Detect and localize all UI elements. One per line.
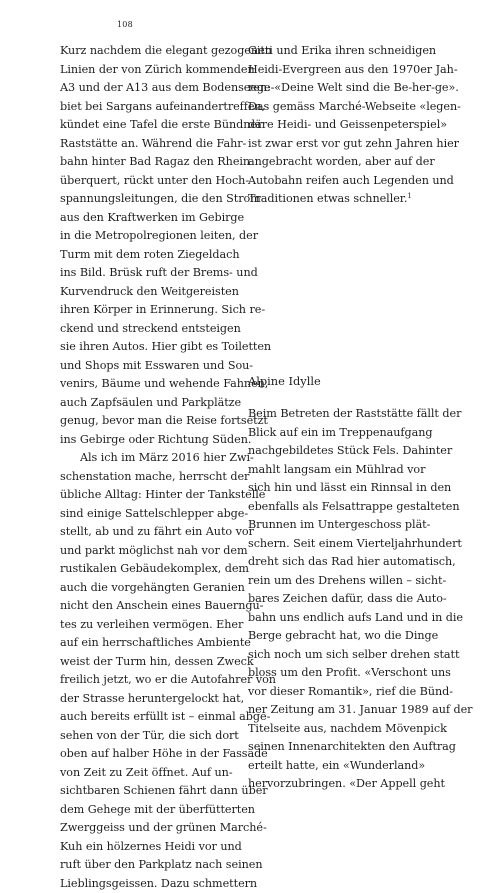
text-line: rustikalen Gebäudekomplex, dem xyxy=(60,560,238,579)
text-line: übliche Alltag: Hinter der Tankstelle xyxy=(60,486,238,505)
text-line: Traditionen etwas schneller.$^1$ xyxy=(248,190,438,209)
text-line: und Shops mit Esswaren und Sou- xyxy=(60,357,238,376)
text-line: Gitti und Erika ihren schneidigen xyxy=(248,42,438,61)
text-line: und parkt möglichst nah vor dem xyxy=(60,542,238,561)
text-line: stellt, ab und zu fährt ein Auto vor xyxy=(60,523,238,542)
text-line: bahn uns endlich aufs Land und in die xyxy=(248,609,438,628)
text-line: ren: «Deine Welt sind die Be-her-ge». xyxy=(248,79,438,98)
text-line: Autobahn reifen auch Legenden und xyxy=(248,172,438,191)
text-line: sie ihren Autos. Hier gibt es Toiletten xyxy=(60,338,238,357)
text-line: dreht sich das Rad hier automatisch, xyxy=(248,553,438,572)
text-line: ihren Körper in Erinnerung. Sich re- xyxy=(60,301,238,320)
text-line: nicht den Anschein eines Bauerngu- xyxy=(60,597,238,616)
text-line: auch bereits erfüllt ist – einmal abge- xyxy=(60,708,238,727)
text-line: weist der Turm hin, dessen Zweck xyxy=(60,653,238,672)
text-line: rein um des Drehens willen – sicht- xyxy=(248,572,438,591)
text-line: genug, bevor man die Reise fortsetzt xyxy=(60,412,238,431)
text-line: A3 und der A13 aus dem Bodenseege- xyxy=(60,79,238,98)
text-line: ner Zeitung am 31. Januar 1989 auf der xyxy=(248,701,438,720)
section-heading: Alpine Idylle xyxy=(248,372,321,390)
text-line: Lieblingsgeissen. Dazu schmettern xyxy=(60,875,238,893)
text-line: vor dieser Romantik», rief die Bünd- xyxy=(248,683,438,702)
text-line: sehen von der Tür, die sich dort xyxy=(60,727,238,746)
text-line: Zwerggeiss und der grünen Marché- xyxy=(60,819,238,838)
text-line: biet bei Sargans aufeinandertreffen, xyxy=(60,98,238,117)
text-line: angebracht worden, aber auf der xyxy=(248,153,438,172)
text-line: Turm mit dem roten Ziegeldach xyxy=(60,246,238,265)
text-line: hervorzubringen. «Der Appell geht xyxy=(248,775,438,794)
text-line: nachgebildetes Stück Fels. Dahinter xyxy=(248,442,438,461)
text-line: sich hin und lässt ein Rinnsal in den xyxy=(248,479,438,498)
text-line: der Strasse heruntergelockt hat, xyxy=(60,690,238,709)
text-line: ist zwar erst vor gut zehn Jahren hier xyxy=(248,135,438,154)
text-line: auch die vorgehängten Geranien xyxy=(60,579,238,598)
text-line: oben auf halber Höhe in der Fassade xyxy=(60,745,238,764)
text-line: spannungsleitungen, die den Strom xyxy=(60,190,238,209)
text-line: Brunnen im Untergeschoss plät- xyxy=(248,516,438,535)
text-line: Blick auf ein im Treppenaufgang xyxy=(248,424,438,443)
text-line: ckend und streckend entsteigen xyxy=(60,320,238,339)
text-line: Kurvendruck den Weitgereisten xyxy=(60,283,238,302)
text-line: aus den Kraftwerken im Gebirge xyxy=(60,209,238,228)
text-line: Berge gebracht hat, wo die Dinge xyxy=(248,627,438,646)
text-line: sichtbaren Schienen fährt dann über xyxy=(60,782,238,801)
text-line: tes zu verleihen vermögen. Eher xyxy=(60,616,238,635)
text-line: seinen Innenarchitekten den Auftrag xyxy=(248,738,438,757)
text-line: ebenfalls als Felsattrappe gestalteten xyxy=(248,498,438,517)
text-line: erteilt hatte, ein «Wunderland» xyxy=(248,757,438,776)
right-column-top xyxy=(248,42,438,209)
text-line: Raststätte an. Während die Fahr- xyxy=(60,135,238,154)
text-line: mahlt langsam ein Mühlrad vor xyxy=(248,461,438,480)
page-number: 108 xyxy=(117,20,133,29)
text-line: Beim Betreten der Raststätte fällt der xyxy=(248,405,438,424)
text-line: ruft über den Parkplatz nach seinen xyxy=(60,856,238,875)
text-line: überquert, rückt unter den Hoch- xyxy=(60,172,238,191)
text-line: Titelseite aus, nachdem Mövenpick xyxy=(248,720,438,739)
text-line: schenstation mache, herrscht der xyxy=(60,468,238,487)
left-column xyxy=(60,42,238,893)
text-line: Kuh ein hölzernes Heidi vor und xyxy=(60,838,238,857)
text-line: bahn hinter Bad Ragaz den Rhein xyxy=(60,153,238,172)
text-line: Das gemäss Marché-Webseite «legen- xyxy=(248,98,438,117)
text-line: freilich jetzt, wo er die Autofahrer von xyxy=(60,671,238,690)
text-line: in die Metropolregionen leiten, der xyxy=(60,227,238,246)
text-line: ins Gebirge oder Richtung Süden. xyxy=(60,431,238,450)
text-line: schern. Seit einem Vierteljahrhundert xyxy=(248,535,438,554)
text-line: auf ein herrschaftliches Ambiente xyxy=(60,634,238,653)
text-line: bloss um den Profit. «Verschont uns xyxy=(248,664,438,683)
text-line: Linien der von Zürich kommenden xyxy=(60,61,238,80)
right-column-bottom xyxy=(248,405,438,794)
text-line: auch Zapfsäulen und Parkplätze xyxy=(60,394,238,413)
text-line: venirs, Bäume und wehende Fahnen, xyxy=(60,375,238,394)
text-line: sind einige Sattelschlepper abge- xyxy=(60,505,238,524)
footnote-marker: 1 xyxy=(407,192,411,200)
text-line: kündet eine Tafel die erste Bündner xyxy=(60,116,238,135)
text-line: däre Heidi- und Geissenpeterspiel» xyxy=(248,116,438,135)
text-line: Heidi-Evergreen aus den 1970er Jah- xyxy=(248,61,438,80)
text-line: bares Zeichen dafür, dass die Auto- xyxy=(248,590,438,609)
text-line: ins Bild. Brüsk ruft der Brems- und xyxy=(60,264,238,283)
text-line: dem Gehege mit der überfütterten xyxy=(60,801,238,820)
text-line: sich noch um sich selber drehen statt xyxy=(248,646,438,665)
text-line: Als ich im März 2016 hier Zwi- xyxy=(60,449,238,468)
text-line: von Zeit zu Zeit öffnet. Auf un- xyxy=(60,764,238,783)
text-line: Kurz nachdem die elegant gezogenen xyxy=(60,42,238,61)
